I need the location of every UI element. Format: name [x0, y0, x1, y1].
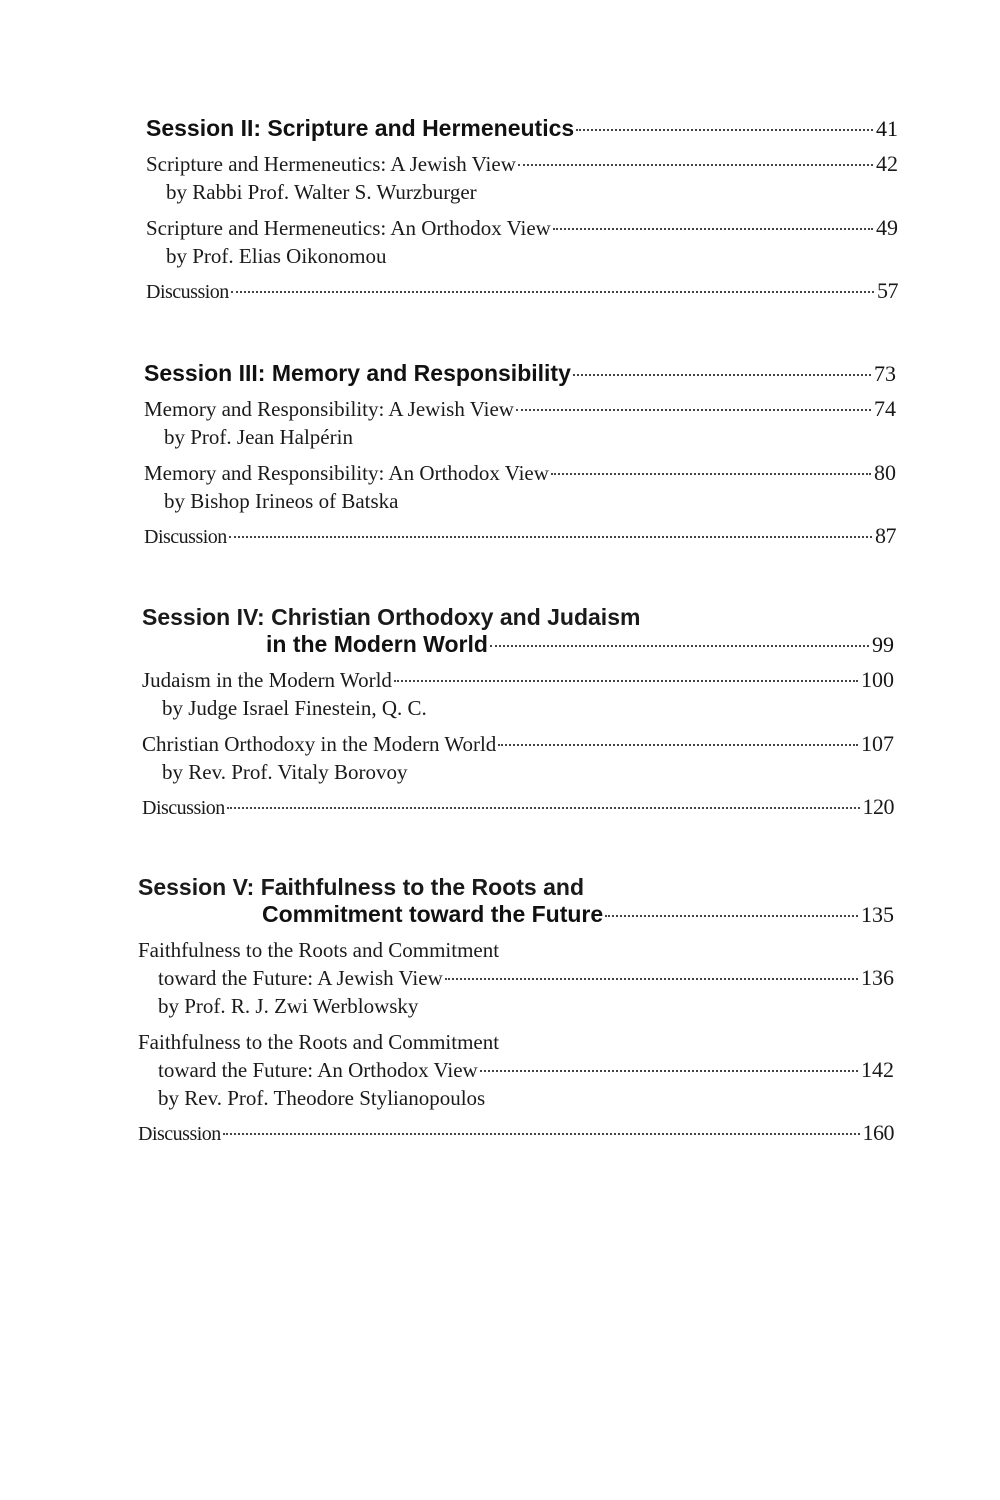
entry-title: Christian Orthodoxy in the Modern World: [142, 732, 497, 756]
toc-entry: [138, 1028, 894, 1112]
page-number: 57: [877, 278, 898, 303]
page-number: 73: [874, 361, 896, 386]
entry-title: Faithfulness to the Roots and Commitment: [138, 1030, 500, 1054]
entry-title-continued: toward the Future: An Orthodox View: [158, 1058, 478, 1082]
page-number: 49: [876, 215, 898, 240]
entry-author: by Bishop Irineos of Batska: [164, 489, 399, 513]
entry-title: Memory and Responsibility: An Orthodox View: [144, 461, 549, 485]
session-heading: [144, 360, 896, 387]
entry-author: by Rev. Prof. Theodore Stylianopoulos: [158, 1086, 486, 1110]
entry-title: Scripture and Hermeneutics: An Orthodox View: [146, 216, 551, 240]
page-number: 87: [875, 523, 896, 548]
dot-leader: [576, 129, 873, 131]
discussion-entry: [146, 278, 898, 304]
dot-leader: [229, 536, 872, 538]
page-number: 142: [861, 1057, 894, 1082]
session-heading: [138, 901, 894, 928]
dot-leader: [445, 978, 858, 980]
session-title-continued: in the Modern World: [266, 631, 488, 657]
discussion-entry: [142, 794, 894, 820]
page-number: 99: [872, 632, 894, 657]
toc-entry: [146, 150, 898, 206]
dot-leader: [516, 409, 871, 411]
page-number: 74: [874, 396, 896, 421]
session-heading: [142, 631, 894, 658]
session-heading: [146, 115, 898, 142]
toc-entry: [138, 936, 894, 1020]
entry-author: by Rabbi Prof. Walter S. Wurzburger: [166, 180, 477, 204]
dot-leader: [605, 915, 858, 917]
page-number: 42: [876, 151, 898, 176]
entry-author: by Prof. Jean Halpérin: [164, 425, 353, 449]
entry-title-continued: toward the Future: A Jewish View: [158, 966, 443, 990]
toc-entry: [142, 730, 894, 786]
dot-leader: [480, 1070, 858, 1072]
dot-leader: [498, 744, 858, 746]
session-title-continued: Commitment toward the Future: [262, 901, 604, 927]
entry-title: Scripture and Hermeneutics: A Jewish View: [146, 152, 516, 176]
entry-title: Judaism in the Modern World: [142, 668, 392, 692]
page-number: 107: [861, 731, 894, 756]
dot-leader: [231, 291, 874, 293]
discussion-entry: [144, 523, 896, 549]
dot-leader: [394, 680, 858, 682]
session-3: [144, 360, 896, 549]
page-number: 135: [861, 902, 894, 927]
toc-entry: [144, 459, 896, 515]
dot-leader: [573, 374, 871, 376]
dot-leader: [553, 228, 873, 230]
entry-author: by Prof. R. J. Zwi Werblowsky: [158, 994, 419, 1018]
toc-entry: [144, 395, 896, 451]
session-5: [138, 874, 894, 1146]
toc-entry: [142, 666, 894, 722]
session-title: Session V: Faithfulness to the Roots and: [138, 874, 584, 900]
page-number: 80: [874, 460, 896, 485]
session-title: Session IV: Christian Orthodoxy and Judaism: [142, 604, 641, 630]
discussion-label: Discussion: [142, 797, 225, 819]
session-4: [142, 604, 894, 820]
toc-entry: [146, 214, 898, 270]
page-number: 120: [862, 794, 894, 819]
session-2: [146, 115, 898, 304]
entry-author: by Rev. Prof. Vitaly Borovoy: [162, 760, 408, 784]
dot-leader: [223, 1133, 860, 1135]
session-title: Session III: Memory and Responsibility: [144, 360, 571, 386]
page-number: 41: [876, 116, 898, 141]
discussion-label: Discussion: [146, 281, 229, 303]
discussion-label: Discussion: [138, 1123, 221, 1145]
discussion-label: Discussion: [144, 526, 227, 548]
entry-author: by Judge Israel Finestein, Q. C.: [162, 696, 427, 720]
discussion-entry: [138, 1120, 894, 1146]
page-number: 136: [861, 965, 894, 990]
dot-leader: [551, 473, 871, 475]
entry-title: Memory and Responsibility: A Jewish View: [144, 397, 514, 421]
dot-leader: [227, 807, 860, 809]
entry-title: Faithfulness to the Roots and Commitment: [138, 938, 500, 962]
dot-leader: [518, 164, 873, 166]
page-number: 100: [861, 667, 894, 692]
page-number: 160: [862, 1120, 894, 1145]
dot-leader: [490, 645, 869, 647]
entry-author: by Prof. Elias Oikonomou: [166, 244, 387, 268]
session-title: Session II: Scripture and Hermeneutics: [146, 115, 575, 141]
